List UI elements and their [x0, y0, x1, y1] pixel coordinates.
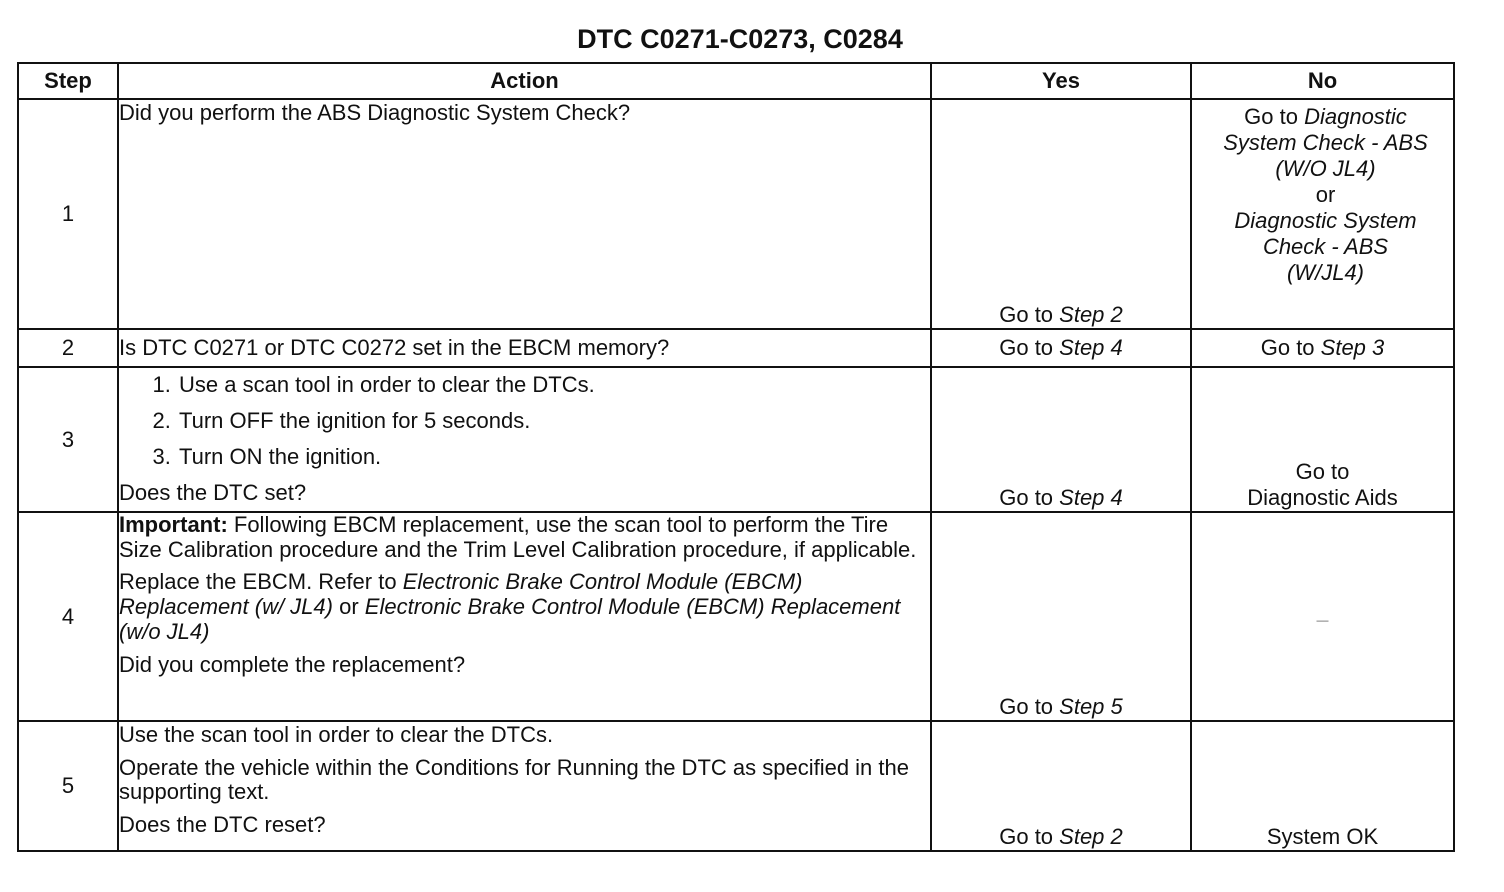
no-cell: [1191, 721, 1454, 851]
action-text: [118, 99, 931, 329]
replace-instruction: [119, 570, 930, 644]
yes-link[interactable]: Step 4: [1059, 335, 1123, 361]
no-cell: [1191, 329, 1454, 367]
replace-prefix: Replace the EBCM. Refer to: [119, 569, 403, 595]
action-line: Operate the vehicle within the Conditions for Running the DTC as specified in the supporting text.: [119, 754, 909, 805]
yes-prefix: Go to: [999, 335, 1060, 361]
step-number: 2: [18, 329, 118, 367]
action-text: [118, 512, 931, 721]
no-or: or: [1315, 181, 1336, 207]
table-row: [18, 329, 1454, 367]
important-text: Following EBCM replacement, use the scan tool to perform the Tire Size Calibration procedure and the Trim Level Calibration procedure, if applicable.: [119, 512, 917, 562]
yes-link[interactable]: Step 2: [1059, 824, 1123, 850]
yes-cell: [931, 367, 1191, 512]
action-question: Does the DTC set?: [119, 479, 307, 505]
action-question: Is DTC C0271 or DTC C0272 set in the EBCM memory?: [119, 335, 670, 361]
step-number: 3: [18, 367, 118, 512]
step-number: 1: [18, 99, 118, 329]
yes-cell: [931, 329, 1191, 367]
step-number: 5: [18, 721, 118, 851]
action-line: Use the scan tool in order to clear the DTCs.: [119, 722, 554, 747]
yes-prefix: Go to: [999, 694, 1060, 720]
replace-or: or: [332, 593, 365, 619]
instruction-list: [119, 372, 930, 470]
yes-prefix: Go to: [999, 824, 1060, 850]
yes-link[interactable]: Step 4: [1059, 485, 1123, 511]
action-question: Did you complete the replacement?: [119, 652, 466, 678]
important-label: Important:: [119, 512, 228, 537]
action-text: [118, 367, 931, 512]
yes-cell: [931, 721, 1191, 851]
yes-cell: [931, 512, 1191, 721]
list-item: 1. Use a scan tool in order to clear the DTCs.: [177, 372, 930, 398]
list-item: 2. Turn OFF the ignition for 5 seconds.: [177, 408, 930, 434]
header-action: Action: [118, 63, 931, 99]
no-link-diagnostic-system-check-w-jl4[interactable]: Diagnostic System Check - ABS (W/JL4): [1234, 207, 1417, 285]
yes-link[interactable]: Step 5: [1059, 694, 1123, 720]
no-link-diagnostic-aids[interactable]: Diagnostic Aids: [1247, 485, 1398, 511]
important-note: [119, 513, 930, 562]
yes-prefix: Go to: [999, 485, 1060, 511]
no-cell: [1191, 99, 1454, 329]
table-row: [18, 721, 1454, 851]
action-text: [118, 721, 931, 851]
table-row: [18, 99, 1454, 329]
no-link[interactable]: Step 3: [1320, 335, 1385, 361]
no-prefix: Go to: [1244, 104, 1305, 129]
table-row: [18, 512, 1454, 721]
no-dash: —: [1316, 612, 1329, 627]
header-step: Step: [18, 63, 118, 99]
no-result: System OK: [1266, 824, 1379, 850]
page-title: DTC C0271-C0273, C0284: [577, 24, 903, 54]
link-ebcm-replacement-w-jl4[interactable]: Electronic Brake Control Module (EBCM) Replacement (w/ JL4): [119, 569, 803, 619]
dtc-table: [17, 62, 1455, 852]
no-cell: [1191, 367, 1454, 512]
yes-link[interactable]: Step 2: [1059, 302, 1123, 328]
no-cell: [1191, 512, 1454, 721]
no-prefix: Go to: [1295, 459, 1350, 485]
header-yes: Yes: [931, 63, 1191, 99]
action-question: Did you perform the ABS Diagnostic System Check?: [119, 100, 631, 125]
header-no: No: [1191, 63, 1454, 99]
no-link-diagnostic-system-check-wo-jl4[interactable]: Diagnostic System Check - ABS (W/O JL4): [1223, 104, 1428, 181]
yes-prefix: Go to: [999, 302, 1060, 328]
table-header-row: [18, 63, 1454, 99]
no-prefix: Go to: [1260, 335, 1321, 361]
step-number: 4: [18, 512, 118, 721]
yes-cell: [931, 99, 1191, 329]
action-text: [118, 329, 931, 367]
table-row: [18, 367, 1454, 512]
action-question: Does the DTC reset?: [119, 812, 326, 838]
list-item: 3. Turn ON the ignition.: [177, 444, 930, 470]
link-ebcm-replacement-wo-jl4[interactable]: Electronic Brake Control Module (EBCM) Replacement (w/o JL4): [119, 593, 901, 644]
